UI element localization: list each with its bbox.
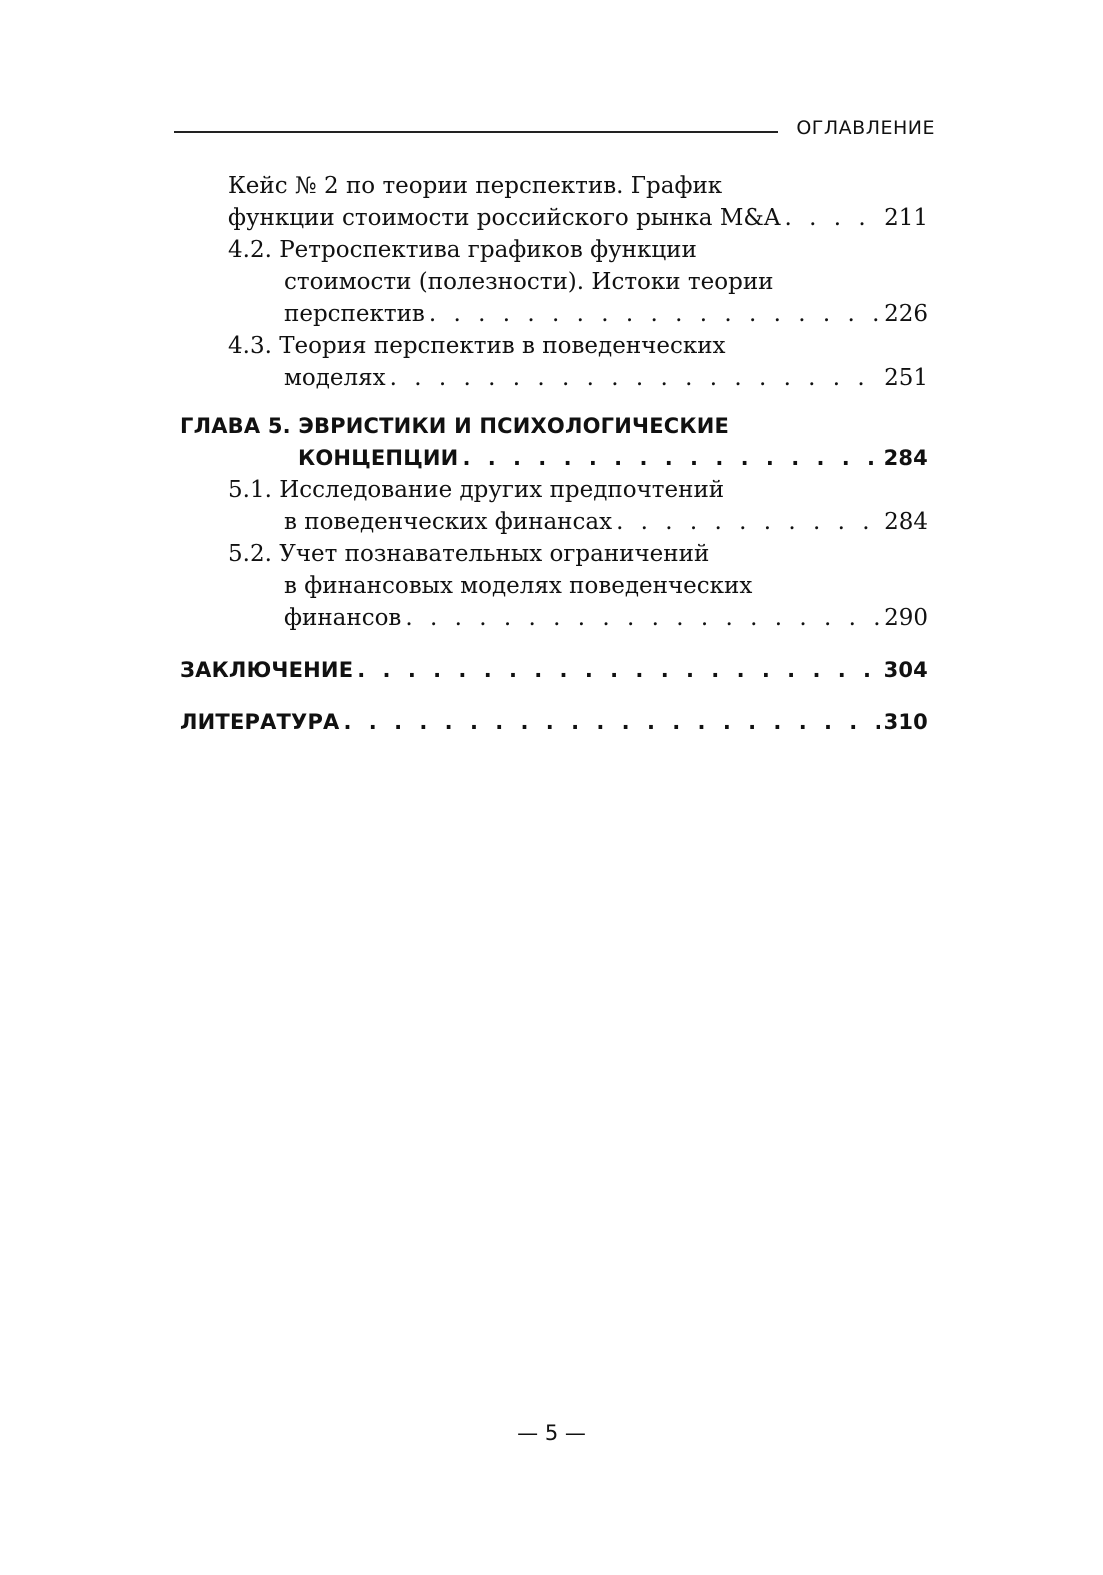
page-number: 226 (884, 301, 928, 327)
page-number: 290 (884, 605, 928, 631)
toc-entry-leader-line (180, 706, 928, 738)
header-rule (174, 131, 778, 133)
toc-entry-line: моделях (284, 365, 386, 391)
toc-entry-line: 5.2. Учет познавательных ограничений (228, 541, 710, 567)
toc-entry-4-2[interactable] (180, 234, 928, 330)
page-number: 284 (884, 509, 928, 535)
page-folio: — 5 — (517, 1421, 586, 1445)
toc-entry-leader-line (228, 506, 928, 538)
toc-entry-line: стоимости (полезности). Истоки теории (284, 269, 774, 295)
dot-leader (405, 602, 880, 634)
toc-entry-leader-line (228, 202, 928, 234)
toc-entry-line: функции стоимости российского рынка M&A (228, 205, 781, 231)
page-number: 284 (883, 446, 928, 470)
dot-leader (616, 506, 880, 538)
dot-leader (462, 442, 879, 474)
toc-entry-line: финансов (284, 605, 402, 631)
toc-entry-line: 4.3. Теория перспектив в поведенческих (228, 333, 726, 359)
dot-leader (357, 654, 879, 686)
toc-entry-leader-line (180, 654, 928, 686)
toc-entry-line: ГЛАВА 5. ЭВРИСТИКИ И ПСИХОЛОГИЧЕСКИЕ (180, 414, 730, 438)
toc-entry-line: в поведенческих финансах (284, 509, 613, 535)
dot-leader (429, 298, 880, 330)
toc-entry-line: 4.2. Ретроспектива графиков функции (228, 237, 697, 263)
toc-entry-chapter-5[interactable] (180, 410, 928, 474)
toc-entry-line: 5.1. Исследование других предпочтений (228, 477, 725, 503)
toc-entry-5-2[interactable] (180, 538, 928, 634)
toc-entry-case-2[interactable] (180, 170, 928, 234)
toc-entry-line: Кейс № 2 по теории перспектив. График (228, 173, 723, 199)
page-number: 310 (883, 710, 928, 734)
page-number: 211 (884, 205, 928, 231)
table-of-contents (180, 170, 928, 738)
dot-leader (784, 202, 880, 234)
toc-entry-literature[interactable] (180, 706, 928, 738)
toc-entry-line: перспектив (284, 301, 425, 327)
dot-leader (390, 362, 880, 394)
page-number: 304 (883, 658, 928, 682)
toc-entry-leader-line (228, 298, 928, 330)
toc-entry-4-3[interactable] (180, 330, 928, 394)
toc-entry-title: ЗАКЛЮЧЕНИЕ (180, 658, 354, 682)
toc-entry-leader-line (180, 442, 928, 474)
toc-entry-leader-line (228, 362, 928, 394)
toc-entry-conclusion[interactable] (180, 654, 928, 686)
toc-entry-leader-line (228, 602, 928, 634)
page-number: 251 (884, 365, 928, 391)
toc-entry-title: ЛИТЕРАТУРА (180, 710, 340, 734)
running-head: ОГЛАВЛЕНИЕ (796, 117, 935, 139)
toc-entry-5-1[interactable] (180, 474, 928, 538)
dot-leader (344, 706, 880, 738)
toc-entry-line: КОНЦЕПЦИИ (298, 446, 459, 470)
toc-entry-line: в финансовых моделях поведенческих (284, 573, 753, 599)
